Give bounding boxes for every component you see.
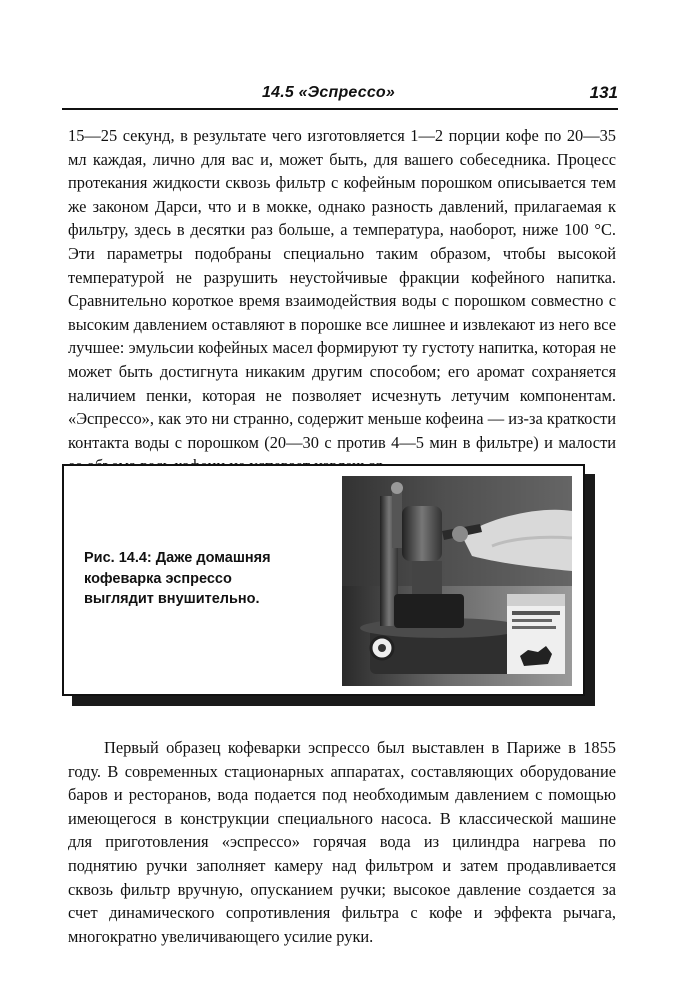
page-header [62, 80, 618, 110]
page-number: 131 [589, 83, 618, 102]
figure-14-4 [62, 464, 585, 696]
body-paragraph-2: Первый образец кофеварки эспрессо был выставлен в Париже в 1855 году. В современных стационарных аппаратах, составляющих оборудование баров и ресторанов, вода подается под необходимым давлением с помощью имеющегося в конструкции специального насоса. В классической машине для приготовления «эспрессо» горячая вода из цилиндра нагрева по поднятию ручки заполняет камеру над фильтром и затем продавливается сквозь фильтр вручную, опусканием ручки; высокое давление создается за счет динамического сопротивления фильтра с кофе и эффекта рычага, многократно увеличивающего усилие руки. [68, 738, 616, 946]
body-paragraph-1: 15—25 секунд, в результате чего изготовляется 1—2 порции кофе по 20—35 мл каждая, лично для вас и, может быть, для вашего собеседника. Процесс протекания жидкости сквозь фильтр с кофейным порошком описывается тем же законом Дарси, что и в мокке, однако разность давлений, прилагаемая к фильтру, здесь в десятки раз больше, а температура, наоборот, ниже 100 °С. Эти параметры подобраны специально таким образом, чтобы высокой температурой не разрушить неустойчивые фракции кофейного напитка. Сравнительно короткое время взаимодействия воды с порошком совместно с высоким давлением оставляют в порошке все лишнее и извлекают из него все лучшее: эмульсии кофейных масел формируют ту густоту напитка, которая не может быть достигнута никаким другим способом; его аромат сохраняется наличием пенки, которая не позволяет исчезнуть летучим компонентам. «Эспрессо», как это ни странно, содержит меньше кофеина — из-за краткости контакта воды с порошком (20—30 с против 4—5 мин в фильтре) и малости [68, 126, 616, 452]
figure-caption: Рис. 14.4: Даже домашняя кофеварка эспрессо выглядит внушительно. [84, 550, 271, 607]
espresso-machine-photo [342, 476, 572, 686]
running-title: 14.5 «Эспрессо» [262, 84, 395, 101]
